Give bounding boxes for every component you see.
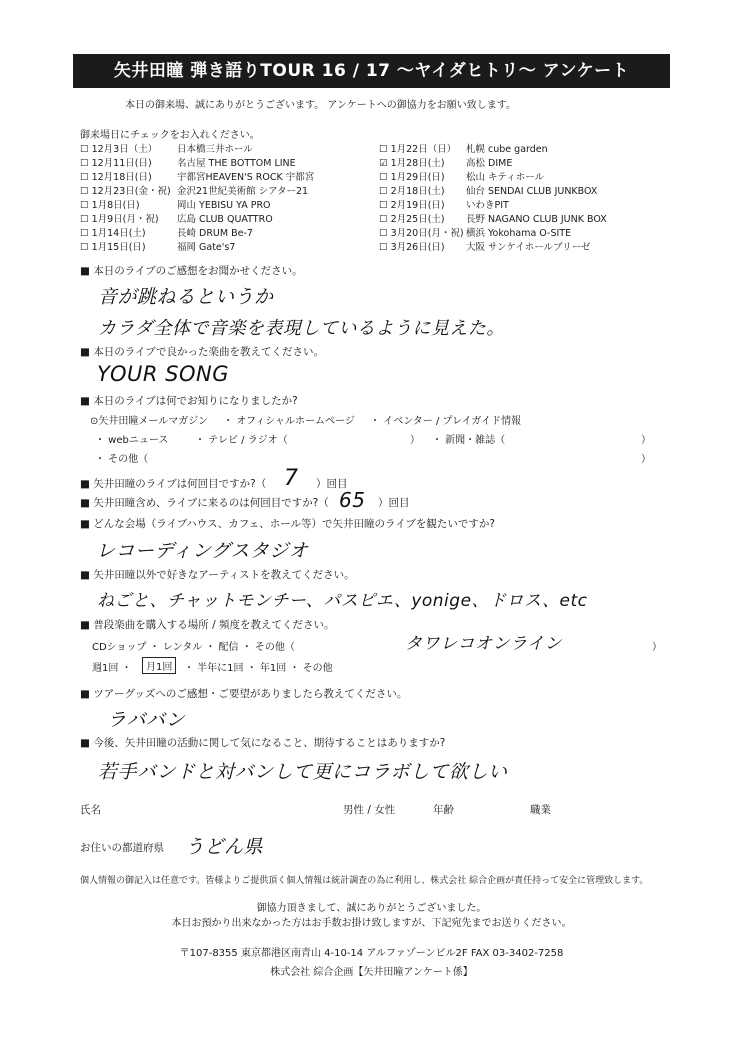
- gender-label[interactable]: 男性 / 女性: [343, 804, 396, 816]
- venue-label: いわきPIT: [466, 200, 509, 211]
- paren-close: ）: [641, 435, 651, 446]
- freq-weekly[interactable]: 週1回 ・: [92, 663, 132, 674]
- checkbox[interactable]: ☐: [80, 172, 89, 183]
- date-option[interactable]: ☐ 3月20日(月・祝): [379, 228, 464, 239]
- q3-row1: [90, 412, 521, 427]
- checkbox[interactable]: ☐: [379, 200, 388, 211]
- venue-label: 宇都宮HEAVEN'S ROCK 宇都宮: [177, 172, 315, 183]
- option-mailmag[interactable]: 矢井田瞳メールマガジン: [98, 416, 208, 427]
- paren-close: ）: [410, 435, 420, 446]
- date-option[interactable]: ☐ 1月22日（日）: [379, 144, 457, 155]
- date-option[interactable]: ☐ 2月25日(土): [379, 214, 445, 225]
- q8-places-answer: タワレコオンライン: [405, 634, 562, 654]
- job-label: 職業: [530, 804, 551, 816]
- q8-places[interactable]: CDショップ ・ レンタル ・ 配信 ・ その他（: [92, 642, 295, 653]
- q7-label: ■ 矢井田瞳以外で好きなアーティストを教えてください。: [80, 569, 355, 581]
- option-tv[interactable]: ・ テレビ / ラジオ（: [195, 435, 288, 446]
- checkbox[interactable]: ☐: [379, 144, 388, 155]
- option-news[interactable]: ・ 新聞・雑誌（: [432, 435, 506, 446]
- checkbox[interactable]: ☐: [80, 214, 89, 225]
- paren-close: ）: [652, 642, 662, 653]
- venue-label: 横浜 Yokohama O-SITE: [466, 228, 572, 239]
- checkbox[interactable]: ☐: [379, 242, 388, 253]
- q5-answer: 65: [339, 488, 366, 512]
- q4-suffix: ）回目: [316, 478, 348, 490]
- q7-answer: ねごと、チャットモンチー、パスピエ、yonige、ドロス、etc: [97, 591, 588, 611]
- checkbox[interactable]: ☐: [80, 242, 89, 253]
- q6-answer: レコーディングスタジオ: [96, 540, 309, 562]
- date-option[interactable]: ☐ 1月14日(土): [80, 228, 146, 239]
- freq-monthly-selected[interactable]: 月1回: [142, 657, 176, 674]
- checkbox[interactable]: ☐: [379, 186, 388, 197]
- q8-label: ■ 普段楽曲を購入する場所 / 頻度を教えてください。: [80, 619, 335, 631]
- intro-text: 本日の御来場、誠にありがとうございます。 アンケートへの御協力をお願い致します。: [125, 100, 516, 111]
- q5-label: ■ 矢井田瞳含め、ライブに来るのは何回目ですか?（: [80, 497, 329, 509]
- q6-label: ■ どんな会場（ライブハウス、カフェ、ホール等）で矢井田瞳のライブを観たいですか?: [80, 518, 495, 530]
- option-web[interactable]: ・ webニュース: [95, 435, 169, 446]
- venue-label: 岡山 YEBISU YA PRO: [177, 200, 271, 211]
- q2-label: ■ 本日のライブで良かった楽曲を教えてください。: [80, 346, 324, 358]
- date-option[interactable]: ☐ 2月19日(日): [379, 200, 445, 211]
- q2-answer: YOUR SONG: [97, 362, 229, 386]
- venue-label: 高松 DIME: [466, 158, 513, 169]
- checkbox[interactable]: ☐: [80, 228, 89, 239]
- date-option[interactable]: ☐ 3月26日(日): [379, 242, 445, 253]
- q9-label: ■ ツアーグッズへのご感想・ご要望がありましたら教えてください。: [80, 688, 408, 700]
- option-official[interactable]: ・ オフィシャルホームページ: [223, 416, 355, 427]
- privacy-notice: 個人情報の御記入は任意です。皆様よりご提供頂く個人情報は統計調査の為に利用し、株式会社 綜合企画が責任持って安全に管理致します。: [80, 876, 649, 886]
- checkbox[interactable]: ☐: [80, 144, 89, 155]
- q1-answer-line2: カラダ全体で音楽を表現しているように見えた。: [98, 318, 505, 339]
- q3-label: ■ 本日のライブは何でお知りになりましたか?: [80, 395, 298, 407]
- venue-label: 松山 キティホール: [466, 172, 545, 183]
- option-other[interactable]: ・ その他（: [95, 454, 149, 465]
- venue-label: 広島 CLUB QUATTRO: [177, 214, 273, 225]
- freq-rest[interactable]: ・ 半年に1回 ・ 年1回 ・ その他: [184, 663, 333, 674]
- date-option[interactable]: ☐ 1月15日(日): [80, 242, 146, 253]
- q5-suffix: ）回目: [378, 497, 410, 509]
- dates-heading: 御来場日にチェックをお入れください。: [80, 130, 260, 141]
- date-option[interactable]: ☐ 1月9日(月・祝): [80, 214, 159, 225]
- checkbox[interactable]: ☐: [80, 186, 89, 197]
- survey-title: 矢井田瞳 弾き語りTOUR 16 / 17 〜ヤイダヒトリ〜 アンケート: [73, 54, 670, 88]
- date-option[interactable]: ☐ 1月29日(日): [379, 172, 445, 183]
- date-option[interactable]: ☐ 12月3日（土）: [80, 144, 158, 155]
- q10-label: ■ 今後、矢井田瞳の活動に関して気になること、期待することはありますか?: [80, 737, 446, 749]
- venue-label: 札幌 cube garden: [466, 144, 548, 155]
- date-option[interactable]: ☐ 1月8日(日): [80, 200, 140, 211]
- selected-circle-icon[interactable]: ⊙: [90, 416, 99, 427]
- thanks-line2: 本日お預かり出来なかった方はお手数お掛け致しますが、下記宛先までお送りください。: [171, 918, 572, 929]
- venue-label: 長野 NAGANO CLUB JUNK BOX: [466, 214, 607, 225]
- venue-label: 名古屋 THE BOTTOM LINE: [177, 158, 296, 169]
- q4-label: ■ 矢井田瞳のライブは何回目ですか?（: [80, 478, 267, 490]
- option-event[interactable]: ・ イベンター / プレイガイド情報: [370, 416, 522, 427]
- checkbox-checked[interactable]: ☑: [379, 158, 388, 169]
- date-option[interactable]: ☑ 1月28日(土): [379, 158, 445, 169]
- checkbox[interactable]: ☐: [379, 172, 388, 183]
- date-option[interactable]: ☐ 12月23日(金・祝): [80, 186, 171, 197]
- q1-answer-line1: 音が跳ねるというか: [98, 286, 274, 308]
- company-name: 株式会社 綜合企画【矢井田瞳アンケート係】: [270, 967, 473, 978]
- checkbox[interactable]: ☐: [80, 200, 89, 211]
- q9-answer: ラババン: [107, 709, 186, 731]
- age-label: 年齢: [433, 804, 454, 816]
- q1-label: ■ 本日のライブのご感想をお聞かせください。: [80, 265, 303, 277]
- paren-close: ）: [641, 454, 651, 465]
- venue-label: 大阪 サンケイホールブリーゼ: [466, 242, 591, 253]
- prefecture-label: お住いの都道府県: [80, 842, 164, 854]
- q4-answer: 7: [284, 466, 299, 491]
- venue-label: 日本橋三井ホール: [177, 144, 253, 155]
- thanks-line1: 御協力頂きまして、誠にありがとうございました。: [256, 903, 487, 914]
- venue-label: 福岡 Gate's7: [177, 242, 236, 253]
- date-option[interactable]: ☐ 2月18日(土): [379, 186, 445, 197]
- date-option[interactable]: ☐ 12月11日(日): [80, 158, 152, 169]
- checkbox[interactable]: ☐: [379, 228, 388, 239]
- venue-label: 長崎 DRUM Be-7: [177, 228, 253, 239]
- checkbox[interactable]: ☐: [379, 214, 388, 225]
- q10-answer: 若手バンドと対バンして更にコラボして欲しい: [98, 761, 508, 783]
- date-option[interactable]: ☐ 12月18日(日): [80, 172, 152, 183]
- prefecture-answer: うどん県: [185, 836, 264, 858]
- venue-label: 金沢21世紀美術館 シアター21: [177, 186, 309, 197]
- checkbox[interactable]: ☐: [80, 158, 89, 169]
- venue-label: 仙台 SENDAI CLUB JUNKBOX: [466, 186, 598, 197]
- name-label: 氏名: [80, 804, 101, 816]
- mailing-address: 〒107-8355 東京都港区南青山 4-10-14 アルファゾーンビル2F FAX 03-3402-7258: [179, 948, 564, 959]
